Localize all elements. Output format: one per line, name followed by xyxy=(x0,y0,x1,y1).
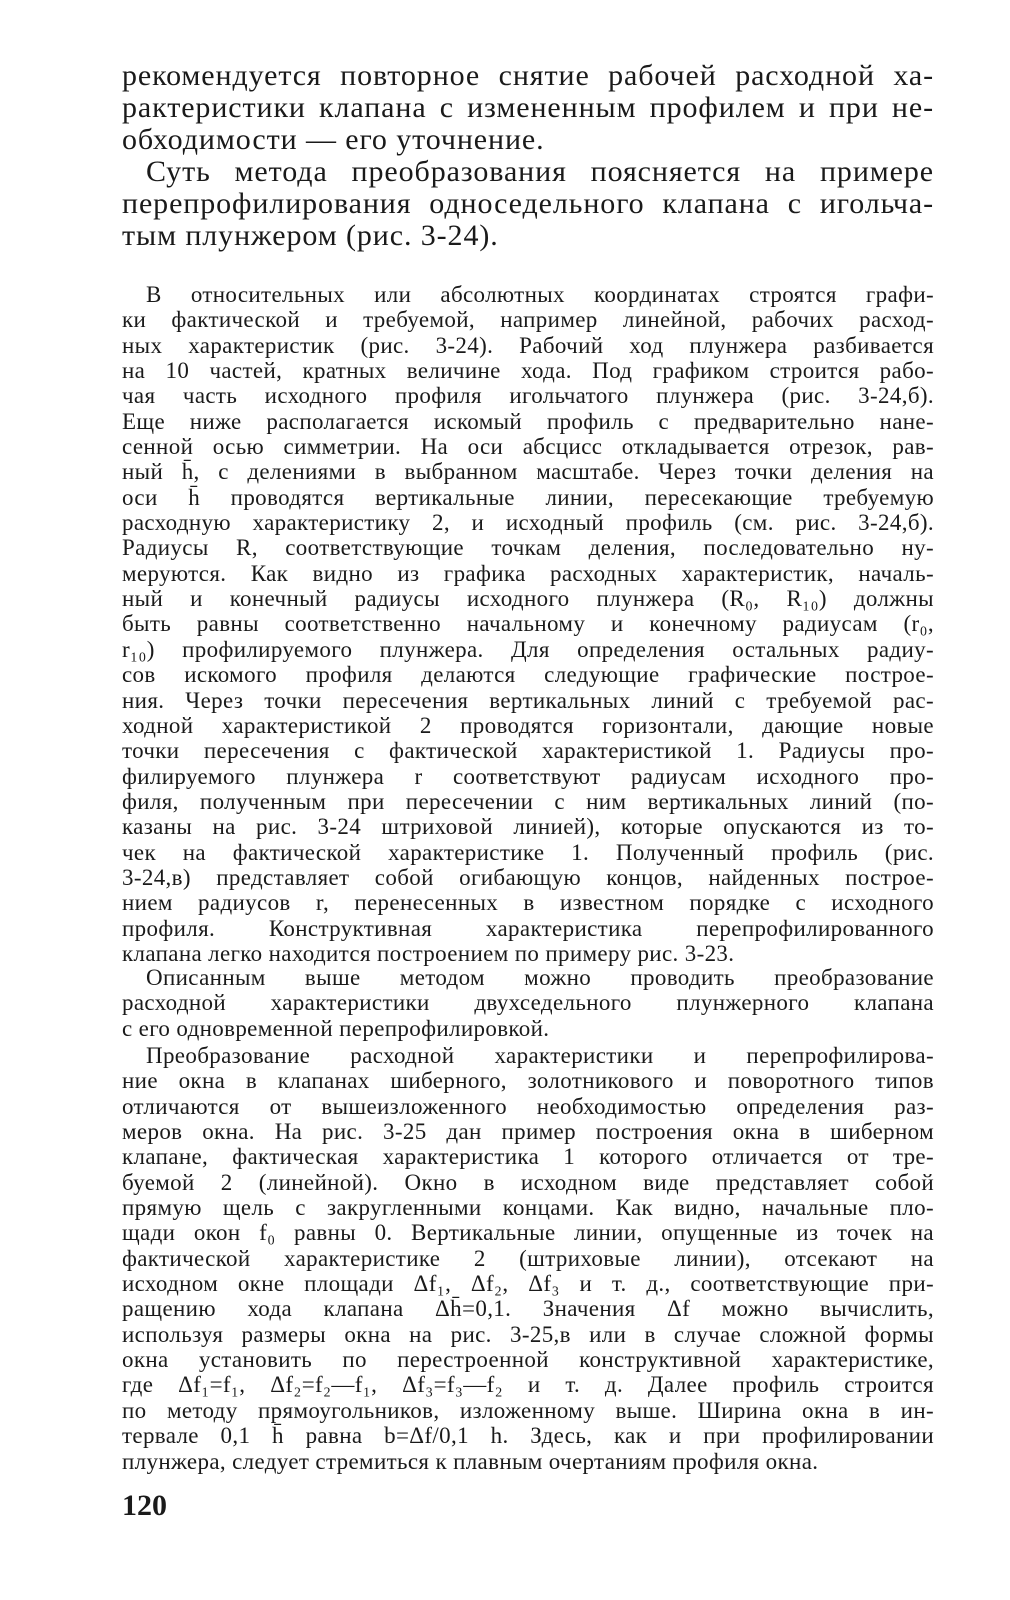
paragraph-method-intro xyxy=(122,156,934,252)
paragraph-two-seat-valve xyxy=(122,965,934,1041)
text-line: ный и конечный радиусы исходного плунжера (R₀, R₁₀) должны xyxy=(122,586,934,612)
paragraph-plunger-profiling xyxy=(122,282,934,966)
text-line: сов искомого профиля делаются следующие графические построе- xyxy=(122,662,934,688)
text-line: расходную характеристику 2, и исходный профиль (см. рис. 3-24,б). xyxy=(122,510,934,536)
text-line: точки пересечения с фактической характеристикой 1. Радиусы про- xyxy=(122,738,934,764)
text-line: филя, полученным при пересечении с ним вертикальных линий (по- xyxy=(122,788,934,814)
text-line: плунжера, следует стремиться к плавным очертаниям профиля окна. xyxy=(122,1448,819,1474)
text-line: меруются. Как видно из графика расходных характеристик, началь- xyxy=(122,560,934,586)
text-line: Преобразование расходной характеристики и перепрофилирова- xyxy=(146,1043,934,1068)
text-line: Описанным выше методом можно проводить преобразование xyxy=(146,965,934,990)
text-line: ных характеристик (рис. 3-24). Рабочий ход плунжера разбивается xyxy=(122,332,934,358)
text-line: ходной характеристикой 2 проводятся горизонтали, дающие новые xyxy=(122,712,934,738)
text-line: нием радиусов r, перенесенных в известном порядке с исходного xyxy=(122,890,934,916)
text-line: филируемого плунжера r соответствуют радиусам исходного про- xyxy=(122,763,934,789)
text-line: ние окна в клапанах шиберного, золотникового и поворотного типов xyxy=(122,1068,934,1094)
text-line: окна установить по перестроенной конструктивной характеристике, xyxy=(122,1347,934,1373)
text-line: рактеристики клапана с измененным профилем и при не- xyxy=(122,92,934,124)
text-line: профиля. Конструктивная характеристика перепрофилированного xyxy=(122,915,934,941)
paragraph-continuation xyxy=(122,60,934,156)
text-line: на 10 частей, кратных величине хода. Под графиком строится рабо- xyxy=(122,358,934,384)
text-line: фактической характеристике 2 (штриховые линии), отсекают на xyxy=(122,1245,934,1271)
text-line: Суть метода преобразования поясняется на примере xyxy=(146,156,934,188)
text-line: щади окон f₀ равны 0. Вертикальные линии, опущенные из точек на xyxy=(122,1220,934,1246)
text-line: чек на фактической характеристике 1. Полученный профиль (рис. xyxy=(122,839,934,865)
text-line: ния. Через точки пересечения вертикальных линий с требуемой рас- xyxy=(122,687,934,713)
text-line: с его одновременной перепрофилировкой. xyxy=(122,1015,550,1041)
text-line: сенной осью симметрии. На оси абсцисс откладывается отрезок, рав- xyxy=(122,434,934,460)
text-line: Радиусы R, соответствующие точкам деления, последовательно ну- xyxy=(122,535,934,561)
text-line: В относительных или абсолютных координатах строятся графи- xyxy=(146,282,934,307)
text-line: обходимости — его уточнение. xyxy=(122,124,545,156)
text-line: Еще ниже располагается искомый профиль с предварительно нане- xyxy=(122,408,934,434)
text-line: казаны на рис. 3-24 штриховой линией), которые опускаются из то- xyxy=(122,814,934,840)
text-line: буемой 2 (линейной). Окно в исходном виде представляет собой xyxy=(122,1169,934,1195)
text-line: клапана легко находится построением по примеру рис. 3-23. xyxy=(122,940,735,966)
text-line: по методу прямоугольников, изложенному выше. Ширина окна в ин- xyxy=(122,1397,934,1423)
text-line: используя размеры окна на рис. 3-25,в или в случае сложной формы xyxy=(122,1321,934,1347)
text-line: перепрофилирования односедельного клапана с игольча- xyxy=(122,188,934,220)
text-line: меров окна. На рис. 3-25 дан пример построения окна в шиберном xyxy=(122,1119,934,1145)
text-line: r₁₀) профилируемого плунжера. Для определения остальных радиу- xyxy=(122,636,934,662)
text-line: ки фактической и требуемой, например линейной, рабочих расход- xyxy=(122,307,934,333)
text-line: прямую щель с закругленными концами. Как видно, начальные пло- xyxy=(122,1195,934,1221)
text-line: рекомендуется повторное снятие рабочей расходной ха- xyxy=(122,60,934,92)
text-line: тым плунжером (рис. 3-24). xyxy=(122,220,499,252)
text-line: чая часть исходного профиля игольчатого плунжера (рис. 3-24,б). xyxy=(122,383,934,409)
text-line: 3-24,в) представляет собой огибающую концов, найденных построе- xyxy=(122,864,934,890)
page-number: 120 xyxy=(122,1489,167,1522)
text-line: исходном окне площади Δf₁, Δf₂, Δf₃ и т. д., соответствующие при- xyxy=(122,1271,934,1297)
text-line: тервале 0,1 h̄ равна b=Δf/0,1 h. Здесь, как и при профилировании xyxy=(122,1423,934,1449)
text-line: ращению хода клапана Δh̄=0,1. Значения Δf можно вычислить, xyxy=(122,1296,934,1322)
text-line: где Δf₁=f₁, Δf₂=f₂—f₁, Δf₃=f₃—f₂ и т. д. Далее профиль строится xyxy=(122,1372,934,1398)
text-line: расходной характеристики двухседельного плунжерного клапана xyxy=(122,990,934,1016)
text-line: ный h̄, с делениями в выбранном масштабе. Через точки деления на xyxy=(122,459,934,485)
text-line: оси h̄ проводятся вертикальные линии, пересекающие требуемую xyxy=(122,484,934,510)
text-line: клапане, фактическая характеристика 1 которого отличается от тре- xyxy=(122,1144,934,1170)
text-line: отличаются от вышеизложенного необходимостью определения раз- xyxy=(122,1093,934,1119)
text-line: быть равны соответственно начальному и конечному радиусам (r₀, xyxy=(122,611,934,637)
paragraph-window-profiling xyxy=(122,1043,934,1474)
